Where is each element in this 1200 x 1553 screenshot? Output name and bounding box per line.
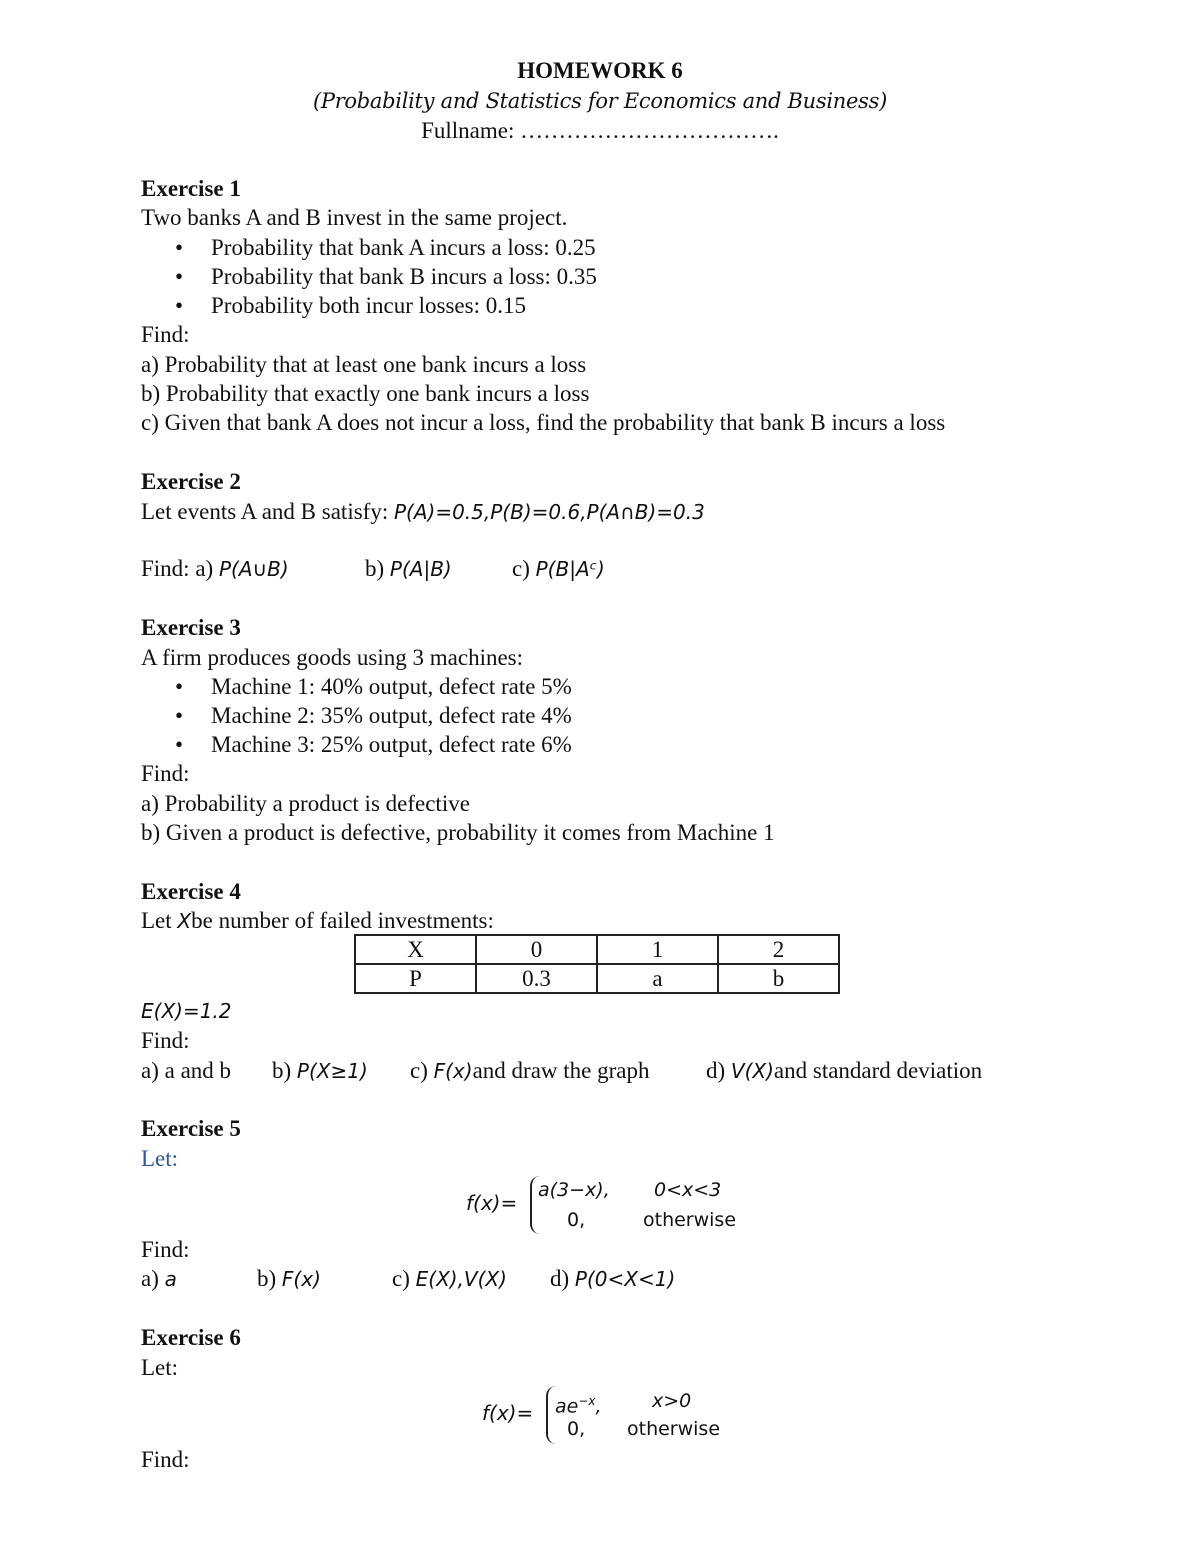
exercise-3-heading: Exercise 3 [141,615,241,640]
exercise-2-question-c: c) P(B|Aᶜ) [512,556,605,581]
exercise-3-intro: A firm produces goods using 3 machines: [141,645,524,670]
exercise-6-heading: Exercise 6 [141,1325,241,1350]
exercise-5-question-c: c) E(X),V(X) [392,1266,507,1291]
exercise-5-question-d: d) P(0<X<1) [550,1266,676,1291]
expected-value: E(X)=1.2 [141,999,232,1023]
table-cell: P [355,964,476,993]
exercise-1-question-b: b) Probability that exactly one bank incurs a loss [141,381,590,406]
exercise-5-heading: Exercise 5 [141,1116,241,1141]
document-subtitle: (Probability and Statistics for Economics and Business) [312,89,888,113]
bullet-icon: • [175,732,184,757]
table-cell: a [597,964,718,993]
exercise-1-heading: Exercise 1 [141,176,241,201]
exercise-2-formula: P(A)=0.5,P(B)=0.6,P(A∩B)=0.3 [393,500,705,524]
exercise-1-question-c: c) Given that bank A does not incur a loss, find the probability that bank B incurs a loss [141,410,946,435]
exercise-3-bullet: • Machine 1: 40% output, defect rate 5% [141,672,572,702]
table-cell: 2 [718,935,839,964]
document-title: HOMEWORK 6 [517,58,683,83]
bullet-icon: • [175,703,184,728]
pdf-condition-1: 0<x<3 [654,1179,722,1201]
exercise-1-intro: Two banks A and B invest in the same project. [141,205,568,230]
formula-union: P(A∪B) [218,557,289,581]
exercise-1-bullet: • Probability both incur losses: 0.15 [141,291,526,321]
table-cell: X [355,935,476,964]
exercise-3-bullet: • Machine 2: 35% output, defect rate 4% [141,701,572,731]
exercise-4-question-b: b) P(X≥1) [272,1058,368,1083]
table-cell: 0 [476,935,597,964]
bullet-icon: • [175,293,184,318]
exercise-2-intro: Let events A and B satisfy: P(A)=0.5,P(B)=0.6,P(A∩B)=0.3 [141,499,705,524]
exercise-5-find: Find: [141,1237,190,1262]
exercise-3-question-a: a) Probability a product is defective [141,791,470,816]
table-row [355,935,839,964]
pdf-case-2: 0, [567,1209,586,1231]
exercise-5-question-b: b) F(x) [257,1266,321,1291]
formula-conditional: P(A|B) [389,557,452,581]
exercise-1-bullet: • Probability that bank B incurs a loss: 0.35 [141,262,597,292]
bullet-icon: • [175,235,184,260]
exercise-1-question-a: a) Probability that at least one bank incurs a loss [141,352,587,377]
exercise-3-question-b: b) Given a product is defective, probability it comes from Machine 1 [141,820,775,845]
table-row [355,964,839,993]
exercise-2-find: Find: a) P(A∪B) [141,556,289,581]
fullname-line: Fullname: ……………………………. [421,118,779,143]
exercise-1-bullet: • Probability that bank A incurs a loss: 0.25 [141,233,596,263]
pdf-case-1: $ae^{-x}$, [555,1394,602,1418]
exercise-4-intro: Let Xbe number of failed investments: [141,908,494,933]
exercise-5-question-a: a) a [141,1266,177,1291]
exercise-4-heading: Exercise 4 [141,879,241,904]
table-cell: 1 [597,935,718,964]
table-cell: 0.3 [476,964,597,993]
exercise-6-let: Let: [141,1355,179,1380]
exercise-4-question-d: d) V(X)and standard deviation [706,1058,983,1083]
exercise-2-heading: Exercise 2 [141,469,241,494]
table-cell: b [718,964,839,993]
exercise-1-find: Find: [141,322,190,347]
pdf-case-2: 0, [567,1418,586,1440]
exercise-4-question-c: c) F(x)and draw the graph [410,1058,650,1083]
pdf-condition-1: x>0 [652,1390,692,1412]
formula-complement: P(B|Aᶜ) [535,557,605,581]
bullet-icon: • [175,674,184,699]
exercise-6-find: Find: [141,1447,190,1472]
exercise-5-let: Let: [141,1146,179,1171]
probability-table [354,934,840,994]
bullet-icon: • [175,264,184,289]
exercise-3-bullet: • Machine 3: 25% output, defect rate 6% [141,730,572,760]
pdf-case-1: a(3−x), [538,1179,610,1201]
exercise-4-find: Find: [141,1028,190,1053]
exercise-3-find: Find: [141,761,190,786]
exercise-4-question-a: a) a and b [141,1058,232,1083]
pdf-condition-2: otherwise [643,1209,737,1231]
pdf-lhs: f(x)= [466,1191,518,1215]
exercise-2-question-b: b) P(A|B) [365,556,452,581]
pdf-lhs: f(x)= [482,1401,534,1425]
pdf-condition-2: otherwise [627,1418,721,1440]
